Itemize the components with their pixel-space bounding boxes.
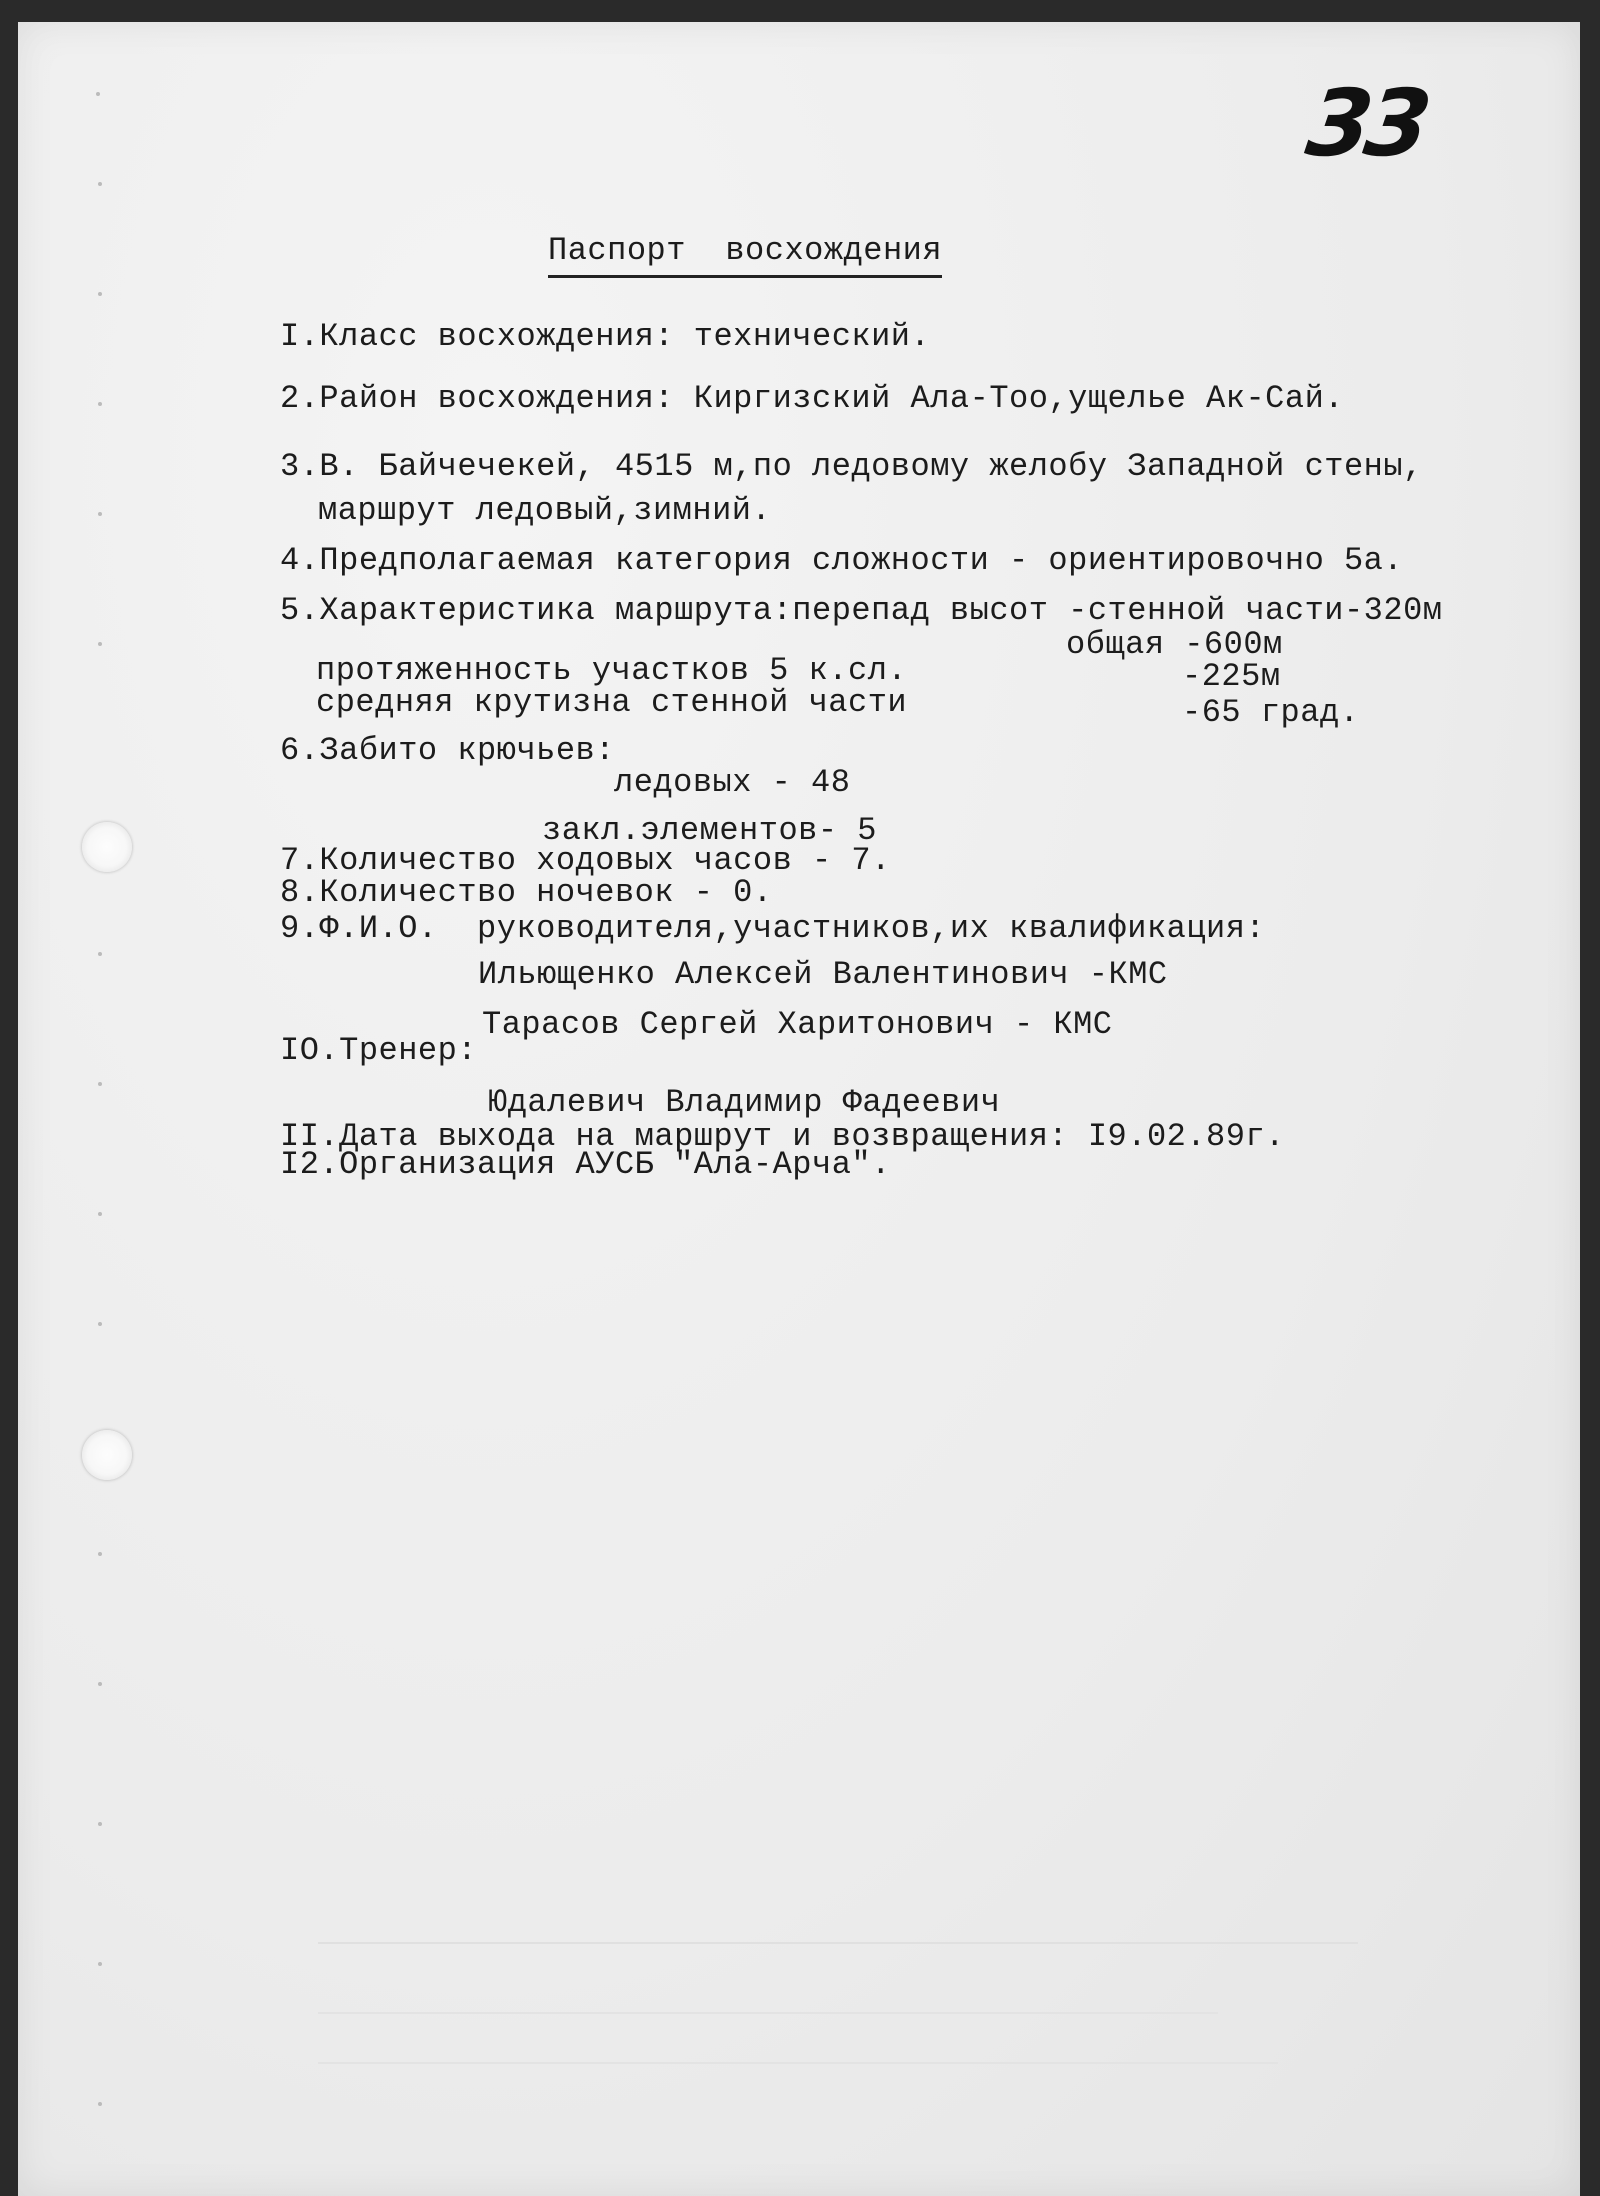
item-2-region: 2.Район восхождения: Киргизский Ала-Тоо,ущелье Ак-Сай. [280, 380, 1344, 417]
item-6-ice-pitons: ледовых - 48 [614, 764, 851, 801]
margin-mark [98, 1212, 102, 1216]
item-9-participants-label: 9.Ф.И.О. руководителя,участников,их квалификация: [280, 910, 1266, 947]
margin-mark [98, 1962, 102, 1966]
item-1-climb-class: I.Класс восхождения: технический. [280, 318, 931, 355]
item-5-steepness-value: -65 град. [1182, 694, 1360, 731]
item-6-chocks: закл.элементов- 5 [542, 812, 877, 849]
margin-mark [98, 182, 102, 186]
item-9-participant-2: Тарасов Сергей Харитонович - КМС [482, 1006, 1113, 1043]
page-number: 33 [1300, 70, 1432, 177]
item-5-steepness-label: средняя крутизна стенной части [316, 684, 908, 721]
bleed-through-mark [318, 1982, 1218, 2014]
margin-mark [98, 512, 102, 516]
item-11-dates: II.Дата выхода на маршрут и возвращения: I9.02.89г. [280, 1118, 1285, 1155]
bleed-through-mark [318, 1902, 1358, 1944]
margin-mark [98, 1082, 102, 1086]
bleed-through-mark [318, 2032, 1278, 2064]
item-5-total-height: общая -600м [1066, 626, 1283, 663]
item-3-peak-route: 3.В. Байчечекей, 4515 м,по ледовому желобу Западной стены, [280, 448, 1423, 485]
margin-mark [98, 2102, 102, 2106]
document-title: Паспорт восхождения [548, 232, 942, 278]
item-5-section-length-value: -225м [1182, 658, 1281, 695]
document-sheet [18, 22, 1580, 2196]
item-8-bivouacs: 8.Количество ночевок - 0. [280, 874, 773, 911]
margin-mark [98, 1552, 102, 1556]
margin-mark [98, 1682, 102, 1686]
margin-mark [96, 92, 100, 96]
item-10-coach-label: IO.Тренер: [280, 1032, 478, 1069]
item-5-section-length-label: протяженность участков 5 к.сл. [316, 652, 908, 689]
punch-hole-upper [82, 822, 132, 872]
margin-mark [98, 642, 102, 646]
item-5-route-characteristics: 5.Характеристика маршрута:перепад высот -стенной части-320м [280, 592, 1443, 629]
margin-mark [98, 1822, 102, 1826]
punch-hole-lower [82, 1430, 132, 1480]
item-12-organization: I2.Организация АУСБ "Ала-Арча". [280, 1146, 891, 1183]
item-3-route-type: маршрут ледовый,зимний. [318, 492, 772, 529]
margin-mark [98, 1322, 102, 1326]
margin-mark [98, 952, 102, 956]
margin-mark [98, 402, 102, 406]
margin-mark [98, 292, 102, 296]
item-4-difficulty: 4.Предполагаемая категория сложности - ориентировочно 5а. [280, 542, 1404, 579]
item-10-coach-name: Юдалевич Владимир Фадеевич [488, 1084, 1001, 1121]
item-9-participant-1: Ильющенко Алексей Валентинович -КМС [478, 956, 1168, 993]
item-6-pitons: 6.Забито крючьев: [280, 732, 615, 769]
item-7-hours: 7.Количество ходовых часов - 7. [280, 842, 891, 879]
